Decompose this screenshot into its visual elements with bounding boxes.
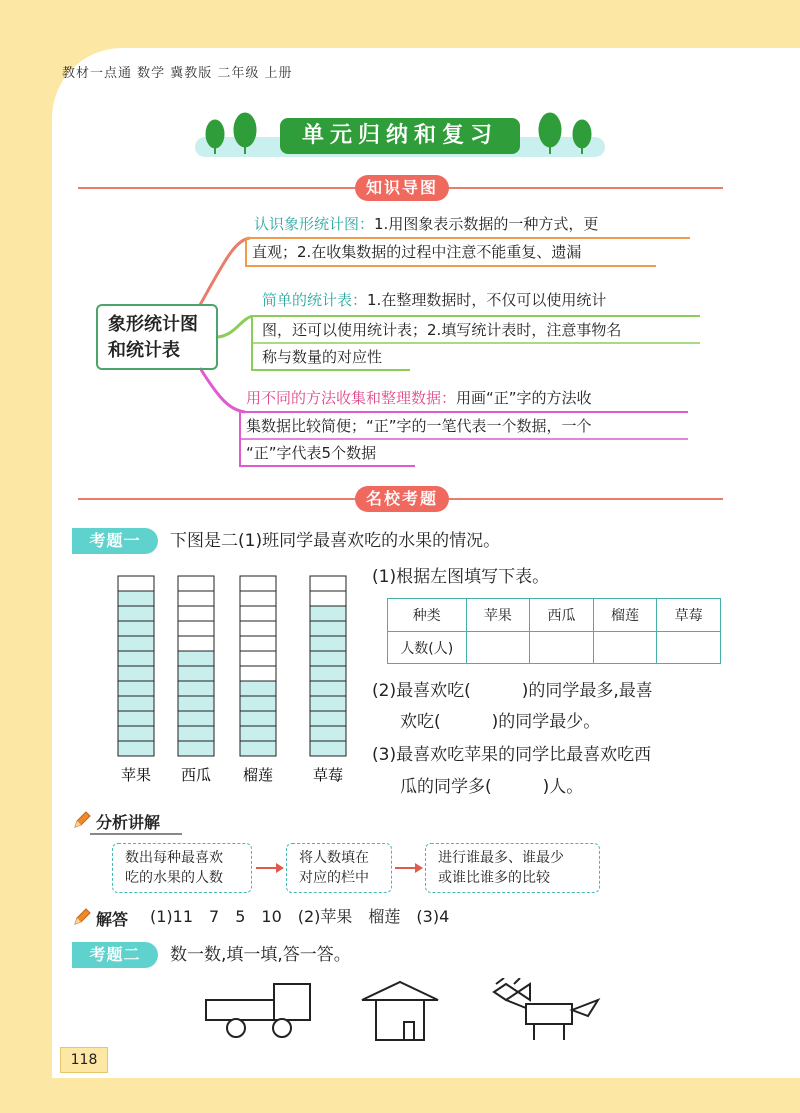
chart-cell-empty: [240, 636, 276, 651]
step1-line1: 数出每种最喜欢: [125, 850, 223, 866]
branch2-text3: 称与数量的对应性: [262, 348, 383, 366]
branch3-text1: 用画“正”字的方法收: [456, 389, 592, 407]
branch3-text3: “正”字代表5个数据: [246, 444, 377, 462]
chart-cell-filled: [118, 741, 154, 756]
question1-part3-line1: (3)最喜欢吃苹果的同学比最喜欢吃西: [372, 745, 652, 765]
chart-cell-filled: [118, 666, 154, 681]
question1-tag: 考题一: [72, 528, 158, 554]
branch2-title: 简单的统计表：: [262, 291, 368, 309]
chart-cell-filled: [178, 651, 214, 666]
chart-cell-filled: [310, 651, 346, 666]
table-answer-cell[interactable]: [593, 632, 657, 664]
chart-cell-filled: [118, 726, 154, 741]
table-answer-cell[interactable]: [657, 632, 721, 664]
branch2-text2: 图，还可以使用统计表；2.填写统计表时，注意事物名: [262, 321, 622, 339]
chart-cell-empty: [178, 636, 214, 651]
table-answer-cell[interactable]: [466, 632, 530, 664]
chart-cell-empty: [178, 606, 214, 621]
branch2-line1: [262, 290, 606, 310]
analysis-underline: [90, 833, 182, 835]
chart-cell-filled: [240, 726, 276, 741]
chart-cell-filled: [118, 621, 154, 636]
arrow-right-icon: [393, 858, 425, 878]
chart-cell-empty: [310, 576, 346, 591]
branch1-text1: 1.用图象表示数据的一种方式，更: [374, 215, 599, 233]
mind-map-center-node: [96, 304, 218, 370]
chart-cell-filled: [118, 681, 154, 696]
chart-cell-empty: [240, 591, 276, 606]
chart-cell-empty: [310, 591, 346, 606]
fruit-chart: [100, 570, 370, 795]
chart-category-label: 苹果: [120, 766, 152, 784]
chart-cell-filled: [310, 711, 346, 726]
branch1-title: 认识象形统计图：: [254, 215, 375, 233]
question1-text: 下图是二(1)班同学最喜欢吃的水果的情况。: [170, 531, 501, 551]
chart-category-label: 榴莲: [242, 766, 274, 784]
chart-cell-filled: [178, 666, 214, 681]
question1-part3-line2: 瓜的同学多( )人。: [400, 777, 584, 797]
branch3-line1: [246, 388, 592, 408]
chart-cell-filled: [178, 726, 214, 741]
question2-tag: 考题二: [72, 942, 158, 968]
chart-cell-filled: [178, 741, 214, 756]
chart-cell-filled: [310, 681, 346, 696]
page-title: 单元归纳和复习: [280, 118, 520, 154]
chart-cell-filled: [118, 711, 154, 726]
chart-cell-filled: [178, 681, 214, 696]
fruit-table: [387, 598, 721, 664]
chart-cell-filled: [118, 606, 154, 621]
chart-cell-filled: [240, 741, 276, 756]
answer-heading: 解答: [96, 910, 129, 929]
chart-cell-filled: [310, 726, 346, 741]
arrow-right-icon: [254, 858, 286, 878]
chart-cell-filled: [118, 651, 154, 666]
section-title-exam: 名校考题: [355, 486, 449, 512]
analysis-step-2: [286, 843, 392, 893]
chart-cell-empty: [240, 651, 276, 666]
chart-cell-filled: [178, 696, 214, 711]
center-node-line1: 象形统计图: [108, 314, 198, 335]
chart-cell-empty: [240, 666, 276, 681]
step3-line1: 进行谁最多、谁最少: [438, 850, 564, 866]
chart-cell-filled: [240, 696, 276, 711]
step3-line2: 或谁比谁多的比较: [438, 870, 550, 886]
table-header-cell: 榴莲: [593, 599, 657, 632]
section-title-knowledge-map: 知识导图: [355, 175, 449, 201]
chart-cell-filled: [310, 741, 346, 756]
question1-part1: (1)根据左图填写下表。: [372, 567, 550, 587]
chart-cell-filled: [310, 696, 346, 711]
truck-figure: [206, 984, 310, 1037]
analysis-heading: 分析讲解: [96, 813, 161, 832]
step2-line1: 将人数填在: [299, 850, 369, 866]
center-node-line2: 和统计表: [108, 340, 180, 361]
chart-cell-empty: [178, 576, 214, 591]
chart-cell-filled: [310, 666, 346, 681]
chart-cell-empty: [240, 576, 276, 591]
table-header-cell: 草莓: [657, 599, 721, 632]
analysis-step-3: [425, 843, 600, 893]
branch1-text2: 直观；2.在收集数据的过程中注意不能重复、遗漏: [252, 243, 582, 261]
shape-figures: [200, 978, 620, 1044]
table-header-cell: 苹果: [466, 599, 530, 632]
book-header: 教材一点通 数学 冀教版 二年级 上册: [62, 66, 293, 81]
chart-category-label: 西瓜: [180, 766, 212, 784]
chart-cell-filled: [118, 591, 154, 606]
step2-line2: 对应的栏中: [299, 870, 369, 886]
chart-cell-empty: [118, 576, 154, 591]
animal-figure: [494, 978, 598, 1040]
table-data-row: [388, 632, 721, 664]
question1-part2-line1: (2)最喜欢吃( )的同学最多,最喜: [372, 681, 653, 701]
chart-cell-filled: [240, 681, 276, 696]
question1-part2-line2: 欢吃( )的同学最少。: [400, 712, 601, 732]
chart-cell-empty: [178, 621, 214, 636]
chart-cell-filled: [310, 636, 346, 651]
table-answer-cell[interactable]: [530, 632, 594, 664]
house-figure: [362, 982, 438, 1040]
chart-cell-filled: [118, 636, 154, 651]
branch1-line1: [254, 214, 598, 234]
step1-line2: 吃的水果的人数: [125, 870, 223, 886]
question2-text: 数一数,填一填,答一答。: [170, 945, 351, 965]
table-row-label: 人数(人): [388, 632, 467, 664]
chart-cell-filled: [310, 606, 346, 621]
table-header-cell: 种类: [388, 599, 467, 632]
table-header-row: [388, 599, 721, 632]
chart-category-label: 草莓: [312, 766, 344, 784]
branch2-text1: 1.在整理数据时，不仅可以使用统计: [367, 291, 607, 309]
table-header-cell: 西瓜: [530, 599, 594, 632]
analysis-step-1: [112, 843, 252, 893]
chart-cell-filled: [310, 621, 346, 636]
branch3-text2: 集数据比较简便；“正”字的一笔代表一个数据，一个: [246, 417, 592, 435]
chart-cell-filled: [240, 711, 276, 726]
chart-cell-empty: [240, 621, 276, 636]
chart-cell-filled: [178, 711, 214, 726]
chart-cell-empty: [240, 606, 276, 621]
answer-text: (1)11 7 5 10 (2)苹果 榴莲 (3)4: [150, 907, 450, 926]
chart-cell-empty: [178, 591, 214, 606]
page-number: 118: [60, 1047, 108, 1073]
branch3-title: 用不同的方法收集和整理数据：: [246, 389, 457, 407]
pencil-icon: [72, 907, 92, 927]
pencil-icon: [72, 810, 92, 830]
chart-cell-filled: [118, 696, 154, 711]
